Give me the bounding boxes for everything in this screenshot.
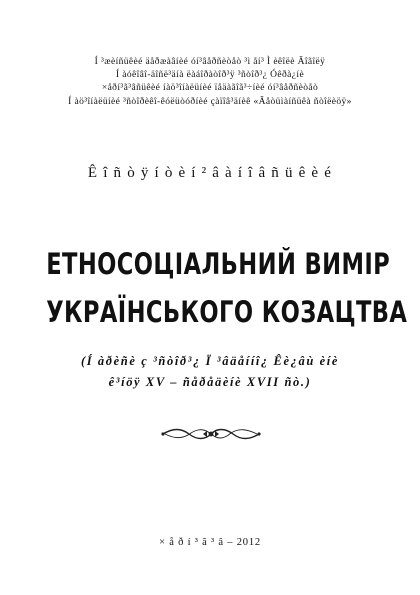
author-name: Ê î ñ ò ÿ í ò è í ² â à í î â ñ ü ê è é xyxy=(87,165,333,181)
book-subtitle xyxy=(0,351,420,393)
institutions-header xyxy=(0,56,420,109)
institution-line-4: Í àö³îíàëüíèé ³ñòîðèêî-êóëüòóðíèé çàïîâ³äíèê «Ãåòüìàíñüêà ñòîëèöÿ» xyxy=(68,96,352,107)
subtitle-line-1: (Í àðèñè ç ³ñòîð³¿ Ï ³âäåííî¿ Êè¿âù èíè xyxy=(80,354,339,368)
book-title xyxy=(46,240,408,336)
institution-line-1: Í ³æèíñüêèé äåðæàâíèé óí³âåðñèòåò ³ì åí³ Ì èêîëè Ãîãîëÿ xyxy=(94,57,326,67)
title-line-1: ЕТНОСОЦІАЛЬНИЙ ВИМІР xyxy=(46,247,391,281)
institution-line-2: Í àóêîâî-äîñë³äíà ëàáîðàòîð³ÿ ³ñòîð³¿ Óêðà¿íè xyxy=(115,70,305,81)
title-line-2: УКРАЇНСЬКОГО КОЗАЦТВА xyxy=(46,295,408,329)
city-year: × å ð í ³ ã ³ â – 2012 xyxy=(159,537,261,548)
institution-line-3: ×åðí³ã³âñüêèé íàö³îíàëüíèé ïåäàãîã³÷íèé óí³âåðñèòåò xyxy=(101,83,319,94)
subtitle-line-2: ê³íöÿ XV – ñåðåäèíè XVII ñò.) xyxy=(108,375,312,389)
ornament-divider-icon xyxy=(159,426,263,442)
